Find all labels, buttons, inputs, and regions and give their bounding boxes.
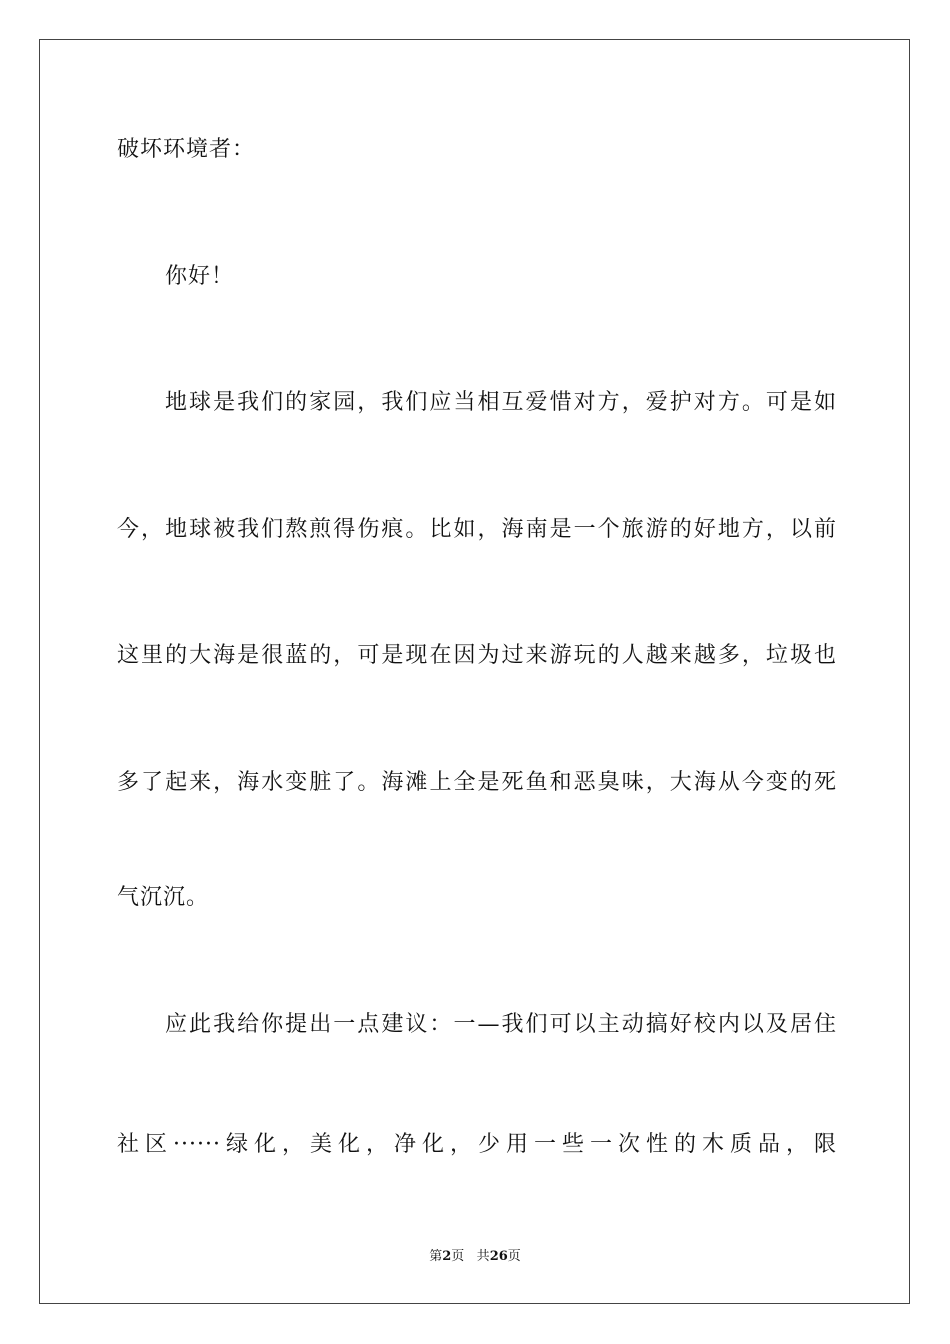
paragraph-line-6: 应此我给你提出一点建议：一—我们可以主动搞好校内以及居住 <box>165 1012 837 1037</box>
total-pages: 26 <box>489 1249 508 1264</box>
page-suffix: 页 <box>451 1249 465 1264</box>
paragraph-line-7: 社区······绿化，美化，净化，少用一些一次性的木质品，限 <box>117 1132 837 1157</box>
salutation: 破坏环境者： <box>117 137 256 162</box>
total-suffix: 页 <box>507 1249 521 1264</box>
paragraph-line-3: 这里的大海是很蓝的，可是现在因为过来游玩的人越来越多，垃圾也 <box>117 643 837 668</box>
page-border <box>39 39 910 1304</box>
page-footer <box>0 1248 950 1266</box>
paragraph-line-1: 地球是我们的家园，我们应当相互爱惜对方，爱护对方。可是如 <box>165 390 837 415</box>
paragraph-line-4: 多了起来，海水变脏了。海滩上全是死鱼和恶臭味，大海从今变的死 <box>117 770 837 795</box>
greeting: 你好！ <box>165 264 235 289</box>
paragraph-line-2: 今，地球被我们熬煎得伤痕。比如，海南是一个旅游的好地方，以前 <box>117 517 837 542</box>
page-prefix: 第 <box>429 1249 443 1264</box>
paragraph-line-5: 气沉沉。 <box>117 885 210 910</box>
page-number: 2 <box>442 1249 452 1264</box>
total-prefix: 共 <box>476 1249 490 1264</box>
